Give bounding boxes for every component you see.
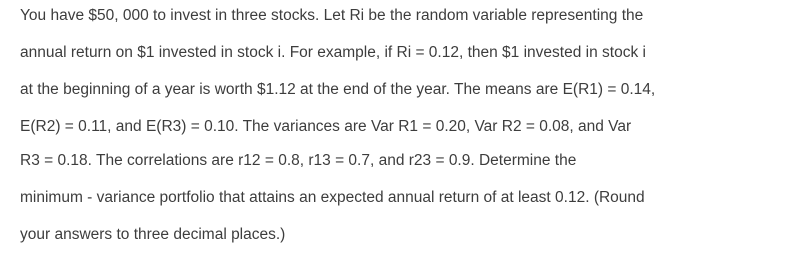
- problem-line-3: at the beginning of a year is worth $1.12 at the end of the year. The means are E(R1) = 0.14,: [20, 81, 656, 98]
- problem-line-6: minimum - variance portfolio that attains an expected annual return of at least 0.12. (Round: [20, 189, 645, 206]
- problem-line-5: R3 = 0.18. The correlations are r12 = 0.8, r13 = 0.7, and r23 = 0.9. Determine the: [20, 152, 577, 169]
- problem-line-4: E(R2) = 0.11, and E(R3) = 0.10. The variances are Var R1 = 0.20, Var R2 = 0.08, and Var: [20, 118, 632, 135]
- problem-line-1: You have $50, 000 to invest in three stocks. Let Ri be the random variable representing the: [20, 7, 644, 24]
- problem-line-2: annual return on $1 invested in stock i. For example, if Ri = 0.12, then $1 invested in stock i: [20, 44, 646, 61]
- problem-line-7: your answers to three decimal places.): [20, 226, 286, 243]
